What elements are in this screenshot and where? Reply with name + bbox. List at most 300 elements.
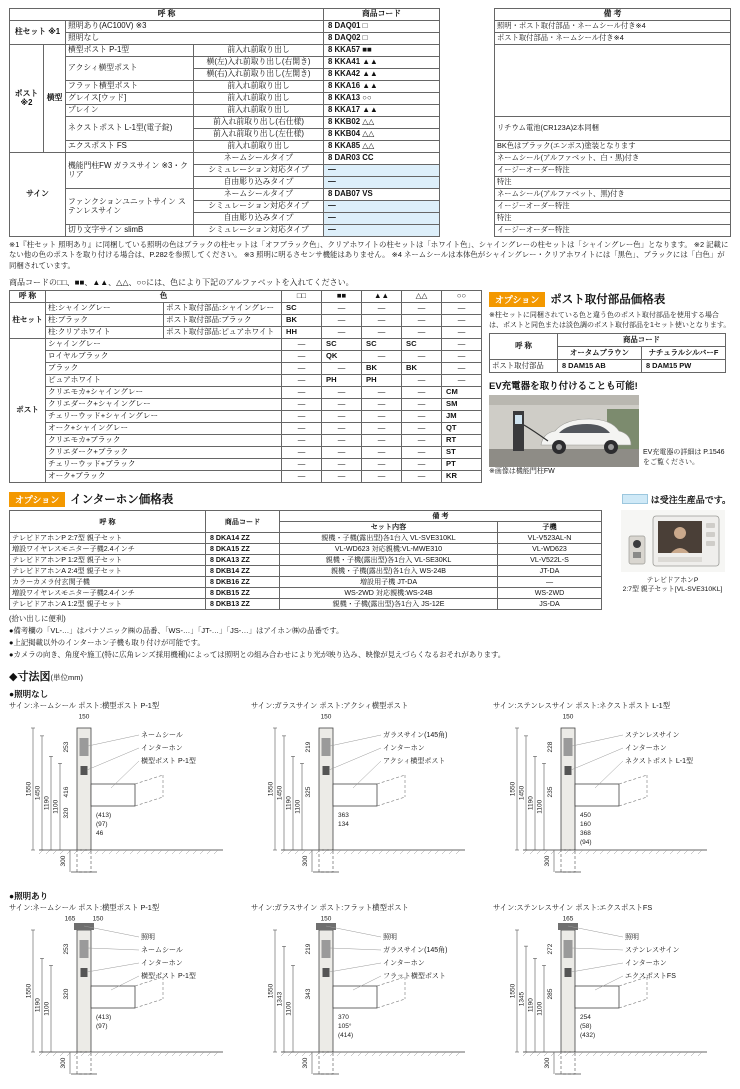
ground-hatch <box>386 1052 390 1056</box>
ground-hatch <box>586 850 590 854</box>
ground-hatch <box>642 850 646 854</box>
dim-label: 320 <box>63 807 70 819</box>
ground-hatch <box>116 850 120 854</box>
ground-hatch <box>435 1052 439 1056</box>
ground-hatch <box>95 1052 99 1056</box>
table-cell: 照明・ポスト取付部品・ネームシール付き※4 <box>495 21 731 33</box>
ground-hatch <box>677 850 681 854</box>
ground-hatch <box>551 1052 555 1056</box>
ground-hatch <box>186 1052 190 1056</box>
table-cell: ― <box>442 375 482 387</box>
post-box <box>575 784 619 806</box>
table-cell: 8 DKB14 ZZ <box>206 566 280 577</box>
table-cell: ― <box>282 387 322 399</box>
ground-hatch <box>649 1052 653 1056</box>
table-cell: WS-2WD <box>498 588 602 599</box>
ground-hatch <box>386 850 390 854</box>
door-swing <box>135 775 163 784</box>
table-cell: PT <box>442 459 482 471</box>
ground-hatch <box>67 1052 71 1056</box>
ground-hatch <box>39 1052 43 1056</box>
ev-caption: EV充電器の詳細は P.1546をご覧ください。 <box>643 449 725 466</box>
door-swing <box>377 797 405 806</box>
table-cell: ― <box>402 459 442 471</box>
table-cell: イージーオーダー特注 <box>495 225 731 237</box>
dim-label: (58) <box>580 1023 592 1031</box>
table-cell: ― <box>362 471 402 483</box>
table-cell: SM <box>442 399 482 411</box>
header-cell: セット内容 <box>280 522 498 533</box>
table-cell: ― <box>282 339 322 351</box>
leader-line <box>571 963 623 972</box>
ground-hatch <box>558 1052 562 1056</box>
ground-hatch <box>288 1052 292 1056</box>
table-cell: テレビドアホンP 1:2型 親子セット <box>10 555 206 566</box>
part-label: フラット横型ポスト <box>383 973 446 981</box>
ground-hatch <box>130 1052 134 1056</box>
ground-hatch <box>565 850 569 854</box>
ground-hatch <box>628 1052 632 1056</box>
ground-hatch <box>358 850 362 854</box>
made-to-order-text: は受注生産品です。 <box>650 494 731 505</box>
ground-hatch <box>344 850 348 854</box>
diagram-caption: サイン:ステンレスサイン ポスト:エクスポストFS <box>493 903 653 913</box>
mount-parts-table <box>489 333 731 373</box>
dim-label: 363 <box>338 812 349 820</box>
part-label: 横型ポスト P-1型 <box>141 973 196 981</box>
header-cell: サイン <box>10 153 66 237</box>
table-cell: ― <box>282 459 322 471</box>
part-label: ステンレスサイン <box>625 947 680 955</box>
table-cell: ― <box>282 375 322 387</box>
header-cell: 呼 称 <box>10 291 46 303</box>
table-cell: 柱:ブラック <box>46 315 164 327</box>
table-cell: CM <box>442 387 482 399</box>
intercom-unit <box>323 766 330 775</box>
leader-line <box>572 735 623 746</box>
note-line: ●備考欄の「VL-…」はパナソニック㈱の品番、「WS-…」「JT-…」「JS-…」はアイホン㈱の品番です。 <box>9 626 344 636</box>
dim-label: 1343 <box>276 991 284 1007</box>
table-cell: 特注 <box>495 177 731 189</box>
table-cell: 8 DAM15 AB <box>558 359 642 372</box>
sign-plate <box>80 738 89 756</box>
table-cell <box>495 45 731 117</box>
ground-hatch <box>621 1052 625 1056</box>
table-cell: JT-DA <box>498 566 602 577</box>
part-label: ステンレスサイン <box>625 732 680 740</box>
table-cell: ネームシール(アルファベット、黒)付き <box>495 189 731 201</box>
ground-hatch <box>551 850 555 854</box>
part-label: アクシィ横型ポスト <box>383 758 446 766</box>
dim-label: 370 <box>338 1014 349 1022</box>
ground-hatch <box>656 1052 660 1056</box>
header-cell: ポスト ※2 <box>10 45 44 153</box>
table-cell: チェリーウッド+シャイングレー <box>46 411 282 423</box>
table-cell: ― <box>322 435 362 447</box>
table-cell: 8 KKA16 ▲▲ <box>324 81 440 93</box>
ground-hatch <box>372 850 376 854</box>
table-cell: ― <box>402 375 442 387</box>
ground-hatch <box>698 1052 702 1056</box>
ground-hatch <box>407 1052 411 1056</box>
table-cell: SC <box>282 303 322 315</box>
table-cell: ― <box>362 435 402 447</box>
header-cell: オータムブラウン <box>558 346 642 359</box>
table-cell: ポスト取付部品:ピュアホワイト <box>164 327 282 339</box>
ground-hatch <box>365 850 369 854</box>
header-cell: 商品コード <box>558 333 726 346</box>
table-cell: 増設ワイヤレスモニター子機2.4インチ <box>10 588 206 599</box>
intercom-unit <box>81 766 88 775</box>
dim-label: 320 <box>63 988 70 1000</box>
ground-hatch <box>449 1052 453 1056</box>
mount-option-header <box>489 290 731 308</box>
ground-hatch <box>442 1052 446 1056</box>
diagram-block <box>9 903 247 1089</box>
header-cell: ○○ <box>442 291 482 303</box>
ev-headline: EV充電器を取り付けることも可能! <box>489 380 638 392</box>
ground-hatch <box>137 1052 141 1056</box>
sign-plate <box>564 738 573 756</box>
diagram-block <box>493 701 731 887</box>
dim-label: 300 <box>544 855 551 867</box>
table-cell: ― <box>442 315 482 327</box>
ground-hatch <box>400 850 404 854</box>
header-cell: ナチュラルシルバーF <box>642 346 726 359</box>
table-cell: 8 DAQ01 □ <box>324 21 440 33</box>
table-cell: ネームシールタイプ <box>194 153 324 165</box>
table-cell: ネクストポスト L-1型(電子錠) <box>66 117 194 141</box>
table-cell: ― <box>442 363 482 375</box>
table-cell: WS-2WD 対応親機:WS-24B <box>280 588 498 599</box>
table-cell: 8 DAB07 VS <box>324 189 440 201</box>
ev-figure-row <box>489 395 731 467</box>
table-cell: ピュアホワイト <box>46 375 282 387</box>
diagram-block <box>251 903 489 1089</box>
ground-hatch <box>158 850 162 854</box>
ground-hatch <box>393 1052 397 1056</box>
ground-hatch <box>74 850 78 854</box>
table-cell: SC <box>362 339 402 351</box>
ground-hatch <box>200 1052 204 1056</box>
ground-hatch <box>365 1052 369 1056</box>
table-cell: ― <box>322 411 362 423</box>
table-cell: 柱:クリアホワイト <box>46 327 164 339</box>
table-cell: 親機・子機(露出型)各1台入 WS-24B <box>280 566 498 577</box>
ground-hatch <box>102 1052 106 1056</box>
table-cell: ― <box>442 339 482 351</box>
door-swing <box>619 775 647 784</box>
table-cell: 横(左)入れ前取り出し(右開き) <box>194 57 324 69</box>
dim-label: 1190 <box>285 796 293 811</box>
ground-hatch <box>351 850 355 854</box>
table-cell: BK色はブラック(エンボス)塗装となります <box>495 141 731 153</box>
ground-hatch <box>421 1052 425 1056</box>
table-cell: ― <box>362 399 402 411</box>
table-cell: ― <box>362 315 402 327</box>
door-swing <box>619 797 647 806</box>
mount-option-title: ポスト取付部品価格表 <box>550 294 666 307</box>
ground-hatch <box>207 850 211 854</box>
ground-hatch <box>358 1052 362 1056</box>
dim-label: 1550 <box>267 781 275 797</box>
ground-hatch <box>330 850 334 854</box>
table-cell: ― <box>322 423 362 435</box>
ground-hatch <box>572 1052 576 1056</box>
ground-hatch <box>379 1052 383 1056</box>
table-cell: ― <box>362 459 402 471</box>
header-cell: △△ <box>402 291 442 303</box>
ground-hatch <box>88 1052 92 1056</box>
table-cell: ― <box>402 351 442 363</box>
table-cell: 照明なし <box>66 33 324 45</box>
table-cell: ― <box>324 213 440 225</box>
ground-hatch <box>137 850 141 854</box>
table-cell: 親機・子機(露出型)各1台入 VL-SE30KL <box>280 555 498 566</box>
dim-label: (97) <box>96 1023 108 1031</box>
diagram-group-label: ●照明なし <box>9 689 49 700</box>
diagram-caption: サイン:ステンレスサイン ポスト:ネクストポスト L-1型 <box>493 701 671 711</box>
ground-hatch <box>351 1052 355 1056</box>
dimension-diagram <box>9 914 245 1084</box>
header-cell: 柱セット ※1 <box>10 21 66 45</box>
table-cell: ポスト取付部品・ネームシール付き※4 <box>495 33 731 45</box>
dim-label: 1100 <box>536 799 544 814</box>
dimension-title: ◆寸法図 <box>9 671 51 684</box>
dim-label: 300 <box>302 1057 309 1069</box>
ground-hatch <box>456 1052 460 1056</box>
table-cell: ― <box>402 303 442 315</box>
door-swing <box>377 999 405 1008</box>
diagram-block <box>251 701 489 887</box>
sign-plate <box>322 738 331 756</box>
ground-hatch <box>670 850 674 854</box>
table-cell: ― <box>402 387 442 399</box>
ground-hatch <box>158 1052 162 1056</box>
table-cell: テレビドアホンP 2:7型 親子セット <box>10 533 206 544</box>
table-cell: 8 DKB15 ZZ <box>206 588 280 599</box>
table-cell: ポスト取付部品:シャイングレー <box>164 303 282 315</box>
made-to-order-legend <box>622 493 731 506</box>
ground-hatch <box>309 850 313 854</box>
table-cell: ブラック <box>46 363 282 375</box>
table-cell: ポスト取付部品 <box>490 359 558 372</box>
dim-label: (414) <box>338 1032 354 1040</box>
table-cell: 8 DKA15 ZZ <box>206 544 280 555</box>
table-cell: フラット横型ポスト <box>66 81 194 93</box>
leader-line <box>568 926 623 937</box>
part-label: インターホン <box>141 960 183 968</box>
part-label: 照明 <box>383 934 397 942</box>
table-cell: イージーオーダー特注 <box>495 201 731 213</box>
leader-line <box>329 963 381 972</box>
table-cell: プレイン <box>66 105 194 117</box>
part-label: ガラスサイン(145角) <box>383 732 448 740</box>
dim-label: 1190 <box>527 998 535 1013</box>
leader-line <box>571 748 623 770</box>
ground-hatch <box>60 1052 64 1056</box>
part-label: インターホン <box>141 745 183 753</box>
table-cell: 増設ワイヤレスモニター子機2.4インチ <box>10 544 206 555</box>
light-fixture <box>558 923 578 930</box>
table-cell: 切り文字サイン slimB <box>66 225 194 237</box>
table-cell: ポスト取付部品:ブラック <box>164 315 282 327</box>
table-cell: 横型ポスト P-1型 <box>66 45 194 57</box>
ground-hatch <box>316 1052 320 1056</box>
table-cell: シミュレーション対応タイプ <box>194 165 324 177</box>
door-swing <box>377 775 405 784</box>
table-cell: KR <box>442 471 482 483</box>
part-label: インターホン <box>383 745 425 753</box>
dim-label: 1100 <box>52 799 60 814</box>
post-box <box>91 986 135 1008</box>
intercom-table <box>9 510 602 610</box>
table-cell: 8 KKA57 ■■ <box>324 45 440 57</box>
ground-hatch <box>179 1052 183 1056</box>
table-cell: 8 DAM15 PW <box>642 359 726 372</box>
part-label: ネクストポスト L-1型 <box>625 758 693 766</box>
table-cell: カラーカメラ付玄関子機 <box>10 577 206 588</box>
option-badge: オプション <box>9 492 65 507</box>
leader-line <box>326 926 381 937</box>
table-cell: 8 DKB16 ZZ <box>206 577 280 588</box>
leader-line <box>84 926 139 937</box>
part-label: ネームシール <box>141 947 183 955</box>
color-code-intro: 商品コードの□□、■■、▲▲、△△、○○には、色により下記のアルファベットを入れてください。 <box>9 278 354 288</box>
light-fixture <box>74 923 94 930</box>
table-cell: VL-V523AL-N <box>498 533 602 544</box>
table-cell: VL-WD623 <box>498 544 602 555</box>
post-box <box>333 784 377 806</box>
leader-line <box>330 735 381 746</box>
ground-hatch <box>144 850 148 854</box>
ground-hatch <box>46 850 50 854</box>
leader-line <box>87 963 139 972</box>
leader-line <box>329 748 381 770</box>
table-cell: 8 KKB04 △△ <box>324 129 440 141</box>
ground-hatch <box>586 1052 590 1056</box>
ground-hatch <box>400 1052 404 1056</box>
ground-hatch <box>537 850 541 854</box>
table-cell: ― <box>442 303 482 315</box>
table-cell: ― <box>362 303 402 315</box>
table-cell: 8 KKA17 ▲▲ <box>324 105 440 117</box>
table-cell: QK <box>322 351 362 363</box>
ground-hatch <box>628 850 632 854</box>
dim-label: 1550 <box>509 983 517 999</box>
table-cell: ネームシール(アルファベット、白・黒)付き <box>495 153 731 165</box>
diagram-row <box>9 903 731 1089</box>
header-cell: 子機 <box>498 522 602 533</box>
ground-hatch <box>393 850 397 854</box>
table-cell: イージーオーダー特注 <box>495 165 731 177</box>
ground-hatch <box>558 850 562 854</box>
intercom-unit <box>565 968 572 977</box>
ground-hatch <box>442 850 446 854</box>
table-cell: RT <box>442 435 482 447</box>
dim-label: 150 <box>562 713 574 721</box>
ground-hatch <box>670 1052 674 1056</box>
table-cell: ― <box>324 165 440 177</box>
table-cell: ― <box>324 225 440 237</box>
ground-hatch <box>330 1052 334 1056</box>
door-swing <box>619 999 647 1008</box>
ground-hatch <box>677 1052 681 1056</box>
dim-label: 1450 <box>34 785 42 801</box>
table-cell: JS-DA <box>498 599 602 610</box>
made-to-order-swatch <box>622 494 648 504</box>
light-fixture <box>316 923 336 930</box>
part-label: ネームシール <box>141 732 183 740</box>
note-line: (拾い出しに便利) <box>9 614 66 624</box>
table-cell: アクシィ横型ポスト <box>66 57 194 81</box>
dim-label: 1100 <box>294 799 302 814</box>
dim-label: 300 <box>60 1057 67 1069</box>
dim-label: 1190 <box>43 796 51 811</box>
ground-hatch <box>302 1052 306 1056</box>
ground-hatch <box>372 1052 376 1056</box>
leader-line <box>88 735 139 746</box>
ground-hatch <box>407 850 411 854</box>
ground-hatch <box>316 850 320 854</box>
ground-hatch <box>530 850 534 854</box>
ground-hatch <box>600 850 604 854</box>
table-cell: QT <box>442 423 482 435</box>
table-cell: 前入れ前取り出し(左仕様) <box>194 129 324 141</box>
ground-hatch <box>593 1052 597 1056</box>
table-cell: ― <box>322 447 362 459</box>
dim-label: 134 <box>338 821 349 829</box>
diagram-caption: サイン:ネームシール ポスト:横型ポスト P-1型 <box>9 701 160 711</box>
ground-hatch <box>193 1052 197 1056</box>
dimension-unit: (単位mm) <box>50 673 83 683</box>
mount-option-note: ※柱セットに同梱されている色と違う色のポスト取付部品を使用する場合は、ポストと同色または淡色調のポスト取付部品を1セット使いとなります。 <box>489 312 731 329</box>
dimension-diagram <box>493 914 729 1084</box>
mount-option-panel <box>489 290 731 476</box>
dim-label: (413) <box>96 1014 112 1022</box>
table-cell: チェリーウッド+ブラック <box>46 459 282 471</box>
ground-hatch <box>428 850 432 854</box>
sign-plate <box>564 940 573 958</box>
table-cell: SC <box>322 339 362 351</box>
ground-hatch <box>691 850 695 854</box>
table-cell: シミュレーション対応タイプ <box>194 225 324 237</box>
dim-label: 219 <box>305 741 312 753</box>
product-code-section <box>9 8 731 237</box>
dim-label: 1450 <box>276 785 284 801</box>
table-cell: 前入れ前取り出し <box>194 105 324 117</box>
ground-hatch <box>691 1052 695 1056</box>
table-cell: ― <box>282 447 322 459</box>
ground-hatch <box>109 850 113 854</box>
intercom-unit <box>81 968 88 977</box>
table-cell: ― <box>402 435 442 447</box>
table-cell: クリエダーク+ブラック <box>46 447 282 459</box>
ground-hatch <box>302 850 306 854</box>
ground-hatch <box>39 850 43 854</box>
ground-hatch <box>600 1052 604 1056</box>
dimension-diagram <box>493 712 729 882</box>
table-cell: 8 KKA85 △△ <box>324 141 440 153</box>
ground-hatch <box>635 850 639 854</box>
header-cell: 呼 称 <box>490 333 558 359</box>
ground-hatch <box>288 850 292 854</box>
table-cell: BK <box>362 363 402 375</box>
ground-hatch <box>214 850 218 854</box>
ground-hatch <box>449 850 453 854</box>
table-cell: 前入れ前取り出し(右仕様) <box>194 117 324 129</box>
ground-hatch <box>523 1052 527 1056</box>
